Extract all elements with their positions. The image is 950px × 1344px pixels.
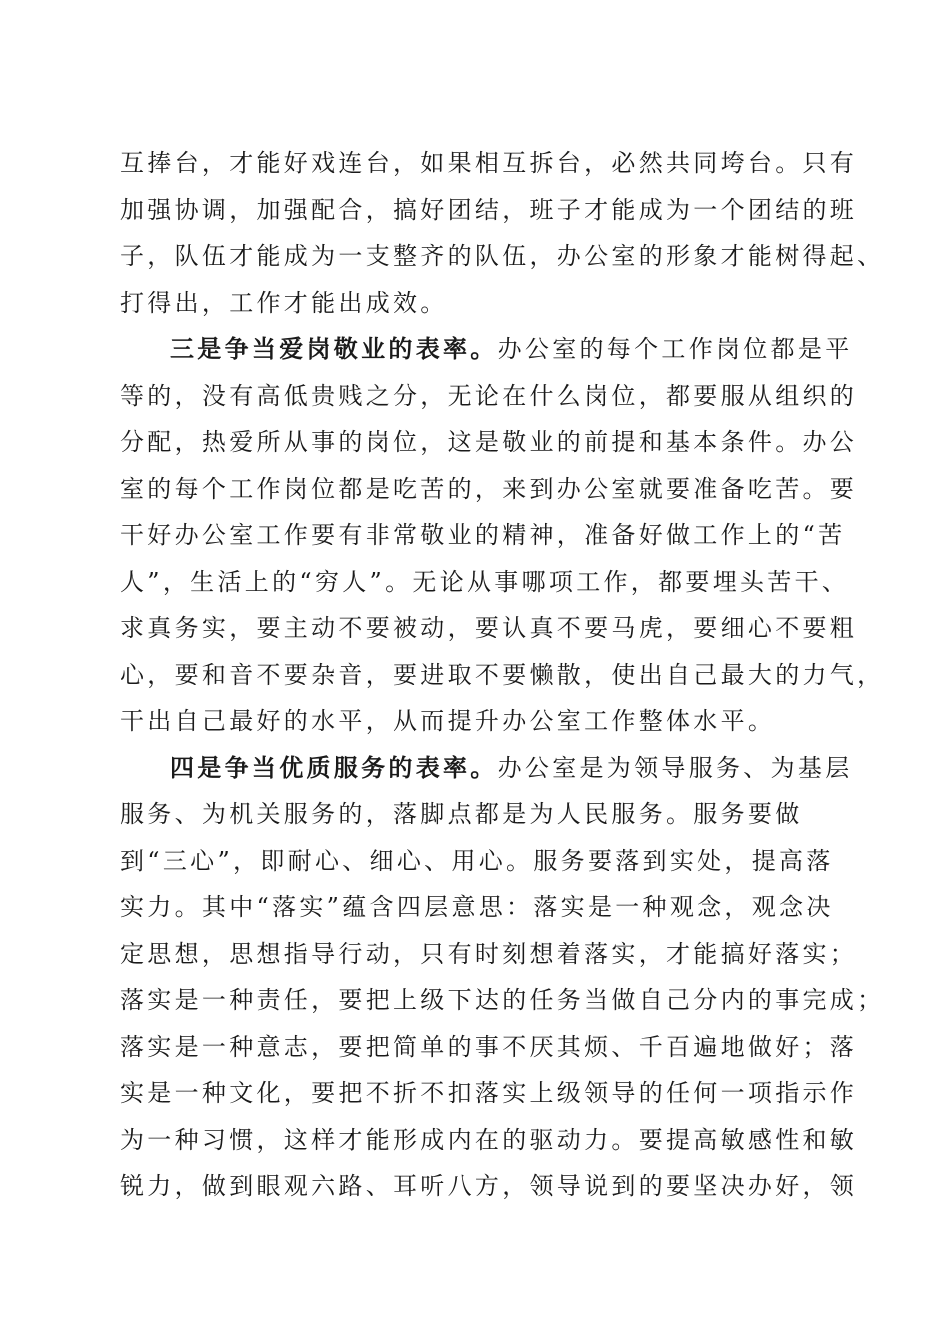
paragraph-heading: 三是争当爱岗敬业的表率。 [170,334,498,363]
text-line: 加强协调，加强配合，搞好团结，班子才能成为一个团结的班 [120,195,858,224]
heading-continuation: 办公室是为领导服务、为基层 [497,753,853,782]
text-line: 室的每个工作岗位都是吃苦的，来到办公室就要准备吃苦。要 [120,474,858,503]
paragraph-dedication [120,326,885,745]
paragraph-heading: 四是争当优质服务的表率。 [170,752,498,782]
paragraph-teamwork-continuation [120,140,885,326]
text-line: 干出自己最好的水平，从而提升办公室工作整体水平。 [120,707,776,735]
text-line: 服务、为机关服务的，落脚点都是为人民服务。服务要做 [120,800,803,828]
text-line-first [120,745,853,792]
text-line: 落实是一种责任，要把上级下达的任务当做自己分内的事完成； [120,986,885,1014]
document-body [120,140,885,1210]
paragraph-service [120,745,885,1210]
text-line: 落实是一种意志，要把简单的事不厌其烦、千百遍地做好；落 [120,1032,858,1061]
text-line: 锐力，做到眼观六路、耳听八方，领导说到的要坚决办好，领 [120,1172,858,1200]
heading-continuation: 办公室的每个工作岗位都是平 [497,335,853,363]
text-line: 分配，热爱所从事的岗位，这是敬业的前提和基本条件。办公 [120,428,858,456]
text-line: 人”，生活上的“穷人”。无论从事哪项工作，都要埋头苦干、 [120,567,850,596]
text-line: 等的，没有高低贵贱之分，无论在什么岗位，都要服从组织的 [120,381,858,410]
text-line: 打得出，工作才能出成效。 [120,288,448,317]
text-line: 心，要和音不要杂音，要进取不要懒散，使出自己最大的力气， [120,660,885,689]
text-line: 到“三心”，即耐心、细心、用心。服务要落到实处，提高落 [120,846,834,875]
text-line: 子，队伍才能成为一支整齐的队伍，办公室的形象才能树得起、 [120,242,885,270]
text-line: 定思想，思想指导行动，只有时刻想着落实，才能搞好落实； [120,939,858,968]
text-line: 求真务实，要主动不要被动，要认真不要马虎，要细心不要粗 [120,614,858,642]
text-line: 为一种习惯，这样才能形成内在的驱动力。要提高敏感性和敏 [120,1125,858,1154]
text-line: 互捧台，才能好戏连台，如果相互拆台，必然共同垮台。只有 [120,149,858,177]
text-line: 实是一种文化，要把不折不扣落实上级领导的任何一项指示作 [120,1079,858,1107]
text-line: 实力。其中“落实”蕴含四层意思：落实是一种观念，观念决 [120,893,834,921]
text-line: 干好办公室工作要有非常敬业的精神，准备好做工作上的“苦 [120,521,846,549]
text-line-first [120,326,853,373]
